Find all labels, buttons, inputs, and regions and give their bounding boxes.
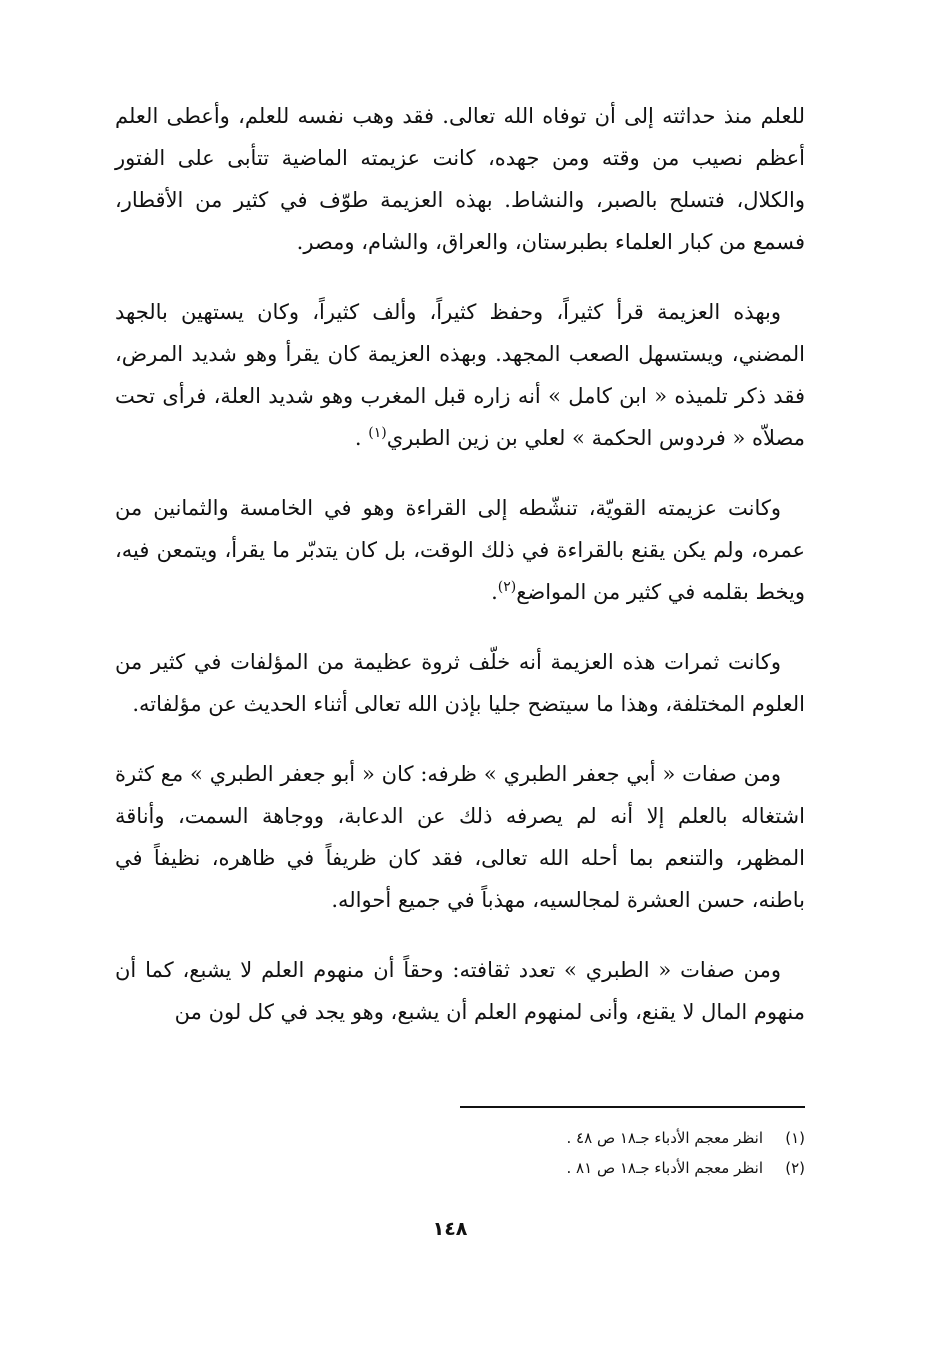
paragraph-5-text: ومن صفات « أبي جعفر الطبري » ظرفه: كان « أبو جعفر الطبري » مع كثرة اشتغاله بالعلم إلا أنه لم يصرفه ذلك عن الدعابة، ووجاهة السمت، وأناقة المظهر، والتنعم بما أحله الله تعالى، فقد كان ظريفاً في ظاهره، نظيفاً في باطنه، حسن العشرة لمجالسيه، مهذباً في جميع أحواله. — [115, 762, 805, 912]
body-text — [115, 95, 805, 1061]
footnote-2-text: انظر معجم الأدباء جـ١٨ ص ٨١ . — [566, 1159, 763, 1177]
paragraph-3-text: وكانت عزيمته القويّة، تنشّطه إلى القراءة وهو في الخامسة والثمانين من عمره، ولم يكن يقنع بالقراءة في ذلك الوقت، بل كان يتدبّر ما يقرأ، ويتمعن فيه، ويخط بقلمه في كثير من المواضع — [115, 496, 805, 604]
footnote-1 — [405, 1123, 805, 1153]
footnote-2 — [405, 1153, 805, 1183]
page-number: ١٤٨ — [432, 1218, 468, 1240]
paragraph-3-end: . — [491, 580, 498, 604]
paragraph-6 — [115, 949, 805, 1033]
footnotes — [405, 1123, 805, 1183]
paragraph-1-text: للعلم منذ حداثته إلى أن توفاه الله تعالى. فقد وهب نفسه للعلم، وأعطى العلم أعظم نصيب من وقته ومن جهده، كانت عزيمته الماضية تتأبى على الفتور والكلال، فتسلح بالصبر، والنشاط. بهذه العزيمة طوّف في كثير من الأقطار، فسمع من كبار العلماء بطبرستان، والعراق، والشام، ومصر. — [115, 104, 805, 254]
paragraph-2 — [115, 291, 805, 459]
paragraph-6-text: ومن صفات « الطبري » تعدد ثقافته: وحقاً أن منهوم العلم لا يشبع، كما أن منهوم المال لا يقنع، وأنى لمنهوم العلم أن يشبع، وهو يجد في كل لون من — [115, 958, 805, 1024]
footnote-1-number: (١) — [785, 1129, 805, 1147]
paragraph-3 — [115, 487, 805, 613]
footnote-1-text: انظر معجم الأدباء جـ١٨ ص ٤٨ . — [566, 1129, 763, 1147]
paragraph-5 — [115, 753, 805, 921]
footnote-marker-1: (١) — [368, 425, 387, 441]
paragraph-1 — [115, 95, 805, 263]
paragraph-2-text: وبهذه العزيمة قرأ كثيراً، وحفظ كثيراً، وألف كثيراً، وكان يستهين بالجهد المضني، ويستسهل الصعب المجهد. وبهذه العزيمة كان يقرأ وهو شديد المرض، فقد ذكر تلميذه « ابن كامل » أنه زاره قبل المغرب وهو شديد العلة، فرأى تحت مصلاّه « فردوس الحكمة » لعلي بن زين الطبري — [115, 300, 805, 450]
footnote-2-number: (٢) — [785, 1159, 805, 1177]
footnote-divider — [460, 1106, 805, 1108]
footnote-marker-2: (٢) — [497, 579, 517, 595]
paragraph-4-text: وكانت ثمرات هذه العزيمة أنه خلّف ثروة عظيمة من المؤلفات في كثير من العلوم المختلفة، وهذا ما سيتضح جليا بإذن الله تعالى أثناء الحديث عن مؤلفاته. — [115, 650, 805, 716]
paragraph-4 — [115, 641, 805, 725]
paragraph-2-end: . — [354, 426, 369, 450]
